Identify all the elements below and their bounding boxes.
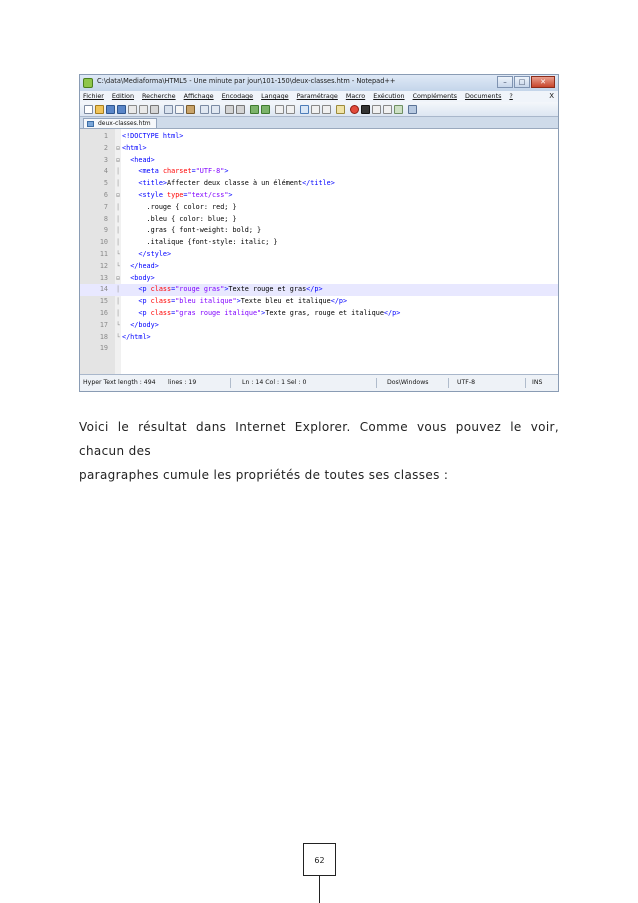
code-text: <title>Affecter deux classe à un élément</title>: [138, 179, 335, 188]
indent-guide-icon[interactable]: [322, 105, 331, 114]
file-icon: [87, 121, 94, 127]
status-bar: [80, 374, 558, 391]
code-line[interactable]: [80, 320, 558, 332]
word-wrap-icon[interactable]: [300, 105, 309, 114]
menu-bar: [80, 91, 558, 102]
fold-toggle-icon[interactable]: ⊟: [116, 274, 120, 282]
line-number: 8: [103, 214, 108, 223]
spell-check-icon[interactable]: [408, 105, 417, 114]
status-lines: lines : 19: [168, 379, 197, 386]
maximize-button[interactable]: □: [514, 76, 530, 88]
fold-line-icon: │: [116, 298, 120, 306]
fold-line-icon: │: [116, 227, 120, 235]
replace-icon[interactable]: [236, 105, 245, 114]
fold-line-icon: │: [116, 215, 120, 223]
code-line[interactable]: [80, 190, 558, 202]
code-line[interactable]: [80, 296, 558, 308]
menu-affichage[interactable]: Affichage: [183, 92, 214, 100]
undo-icon[interactable]: [200, 105, 209, 114]
zoom-in-icon[interactable]: [250, 105, 259, 114]
close-all-icon[interactable]: [139, 105, 148, 114]
code-text: .bleu { color: blue; }: [122, 214, 237, 223]
status-encoding: UTF-8: [457, 379, 476, 386]
code-line[interactable]: [80, 166, 558, 178]
show-all-chars-icon[interactable]: [311, 105, 320, 114]
menu-edition[interactable]: Edition: [111, 92, 135, 100]
menu-execution[interactable]: Exécution: [373, 92, 405, 100]
code-line[interactable]: [80, 273, 558, 285]
code-text: </head>: [130, 261, 159, 270]
line-number: 6: [103, 191, 108, 199]
stop-macro-icon[interactable]: [361, 105, 370, 114]
line-number: 18: [99, 332, 108, 341]
status-length: Hyper Text length : 494: [83, 379, 156, 386]
line-number: 5: [103, 179, 108, 188]
code-text: <p class="bleu italique">Texte bleu et italique</p>: [138, 297, 348, 306]
notepadpp-screenshot: [79, 74, 559, 392]
fold-line-icon: └: [116, 262, 120, 270]
status-mode: INS: [532, 379, 543, 386]
body-paragraph: [79, 415, 559, 487]
menu-help[interactable]: ?: [509, 92, 513, 100]
fold-line-icon: │: [116, 180, 120, 188]
redo-icon[interactable]: [211, 105, 220, 114]
fold-toggle-icon[interactable]: ⊟: [116, 144, 120, 152]
menu-macro[interactable]: Macro: [345, 92, 366, 100]
fold-line-icon: └: [116, 321, 120, 329]
code-text: </style>: [138, 250, 172, 258]
page-number-box: [303, 843, 336, 876]
save-all-icon[interactable]: [117, 105, 126, 114]
line-number: 14: [99, 285, 108, 294]
code-line[interactable]: [80, 143, 558, 155]
fold-toggle-icon[interactable]: ⊟: [116, 156, 120, 164]
line-number: 17: [99, 320, 108, 329]
record-macro-icon[interactable]: [350, 105, 359, 114]
run-macro-multiple-icon[interactable]: [383, 105, 392, 114]
code-line[interactable]: [80, 178, 558, 190]
line-number: 12: [99, 261, 108, 270]
fold-line-icon: │: [116, 239, 120, 247]
code-text: </body>: [130, 320, 159, 329]
fold-line-icon: └: [116, 251, 120, 258]
page-number-tick: [319, 876, 320, 903]
fold-line-icon: │: [116, 168, 120, 176]
print-icon[interactable]: [150, 105, 159, 114]
line-number: 3: [103, 155, 108, 164]
code-line[interactable]: [80, 225, 558, 237]
code-line[interactable]: [80, 261, 558, 273]
open-folder-icon[interactable]: [95, 105, 104, 114]
cut-icon[interactable]: [164, 105, 173, 114]
menu-recherche[interactable]: Recherche: [142, 92, 176, 100]
fold-line-icon: │: [116, 310, 120, 317]
code-text: .gras { font-weight: bold; }: [122, 226, 262, 235]
code-line[interactable]: [80, 155, 558, 167]
copy-icon[interactable]: [175, 105, 184, 114]
line-number: 7: [103, 202, 108, 211]
body-line-2: paragraphes cumule les propriétés de toutes ses classes :: [79, 468, 449, 482]
line-number: 10: [99, 238, 108, 247]
menu-encodage[interactable]: Encodage: [221, 92, 254, 100]
code-text: <style type="text/css">: [138, 191, 233, 199]
code-text: <head>: [130, 155, 155, 164]
close-document-button[interactable]: X: [549, 92, 554, 100]
code-text: <!DOCTYPE html>: [122, 132, 184, 140]
code-line[interactable]: [80, 131, 558, 143]
line-number: 11: [99, 250, 108, 258]
new-file-icon[interactable]: [84, 105, 93, 114]
tab-bar: [80, 117, 558, 128]
minimize-button[interactable]: –: [497, 76, 513, 88]
zoom-out-icon[interactable]: [261, 105, 270, 114]
menu-documents[interactable]: Documents: [464, 92, 502, 100]
find-icon[interactable]: [225, 105, 234, 114]
notepadpp-app-icon: [83, 78, 93, 88]
save-macro-icon[interactable]: [394, 105, 403, 114]
menu-langage[interactable]: Langage: [261, 92, 289, 100]
code-line[interactable]: [80, 308, 558, 320]
code-text: <p class="rouge gras">Texte rouge et gras</p>: [138, 285, 323, 294]
tab-label: deux-classes.htm: [98, 120, 151, 127]
close-file-icon[interactable]: [128, 105, 137, 114]
code-editor[interactable]: [80, 128, 558, 375]
line-number: 9: [103, 226, 108, 235]
window-title: C:\data\Mediaforma\HTML5 - Une minute par jour\101-150\deux-classes.htm - Notepad++: [97, 77, 396, 85]
tab-deux-classes[interactable]: [83, 118, 157, 128]
line-number: 16: [99, 309, 108, 317]
body-line-1: Voici le résultat dans Internet Explorer. Comme vous pouvez le voir, chacun des: [79, 420, 559, 458]
menu-parametrage[interactable]: Paramétrage: [296, 92, 338, 100]
fold-line-icon: └: [116, 333, 120, 341]
code-line[interactable]: [80, 343, 558, 355]
code-line[interactable]: [80, 332, 558, 344]
line-number: 19: [99, 344, 108, 353]
title-bar: [80, 75, 558, 91]
line-number: 13: [99, 273, 108, 282]
page-number: 62: [314, 856, 325, 865]
code-text: </html>: [122, 332, 151, 341]
menu-fichier[interactable]: Fichier: [83, 92, 104, 100]
paste-icon[interactable]: [186, 105, 195, 114]
sync-vertical-icon[interactable]: [275, 105, 284, 114]
menu-complements[interactable]: Compléments: [412, 92, 457, 100]
line-number: 4: [103, 167, 108, 176]
toolbar: [80, 102, 558, 117]
code-text: .italique {font-style: italic; }: [122, 238, 278, 247]
code-text: <meta charset="UTF-8">: [138, 167, 229, 176]
line-number: 15: [99, 297, 108, 306]
close-button[interactable]: ✕: [531, 76, 555, 88]
user-lang-icon[interactable]: [336, 105, 345, 114]
code-line[interactable]: [80, 249, 558, 261]
code-line[interactable]: [80, 202, 558, 214]
code-line[interactable]: [80, 237, 558, 249]
code-line[interactable]: [80, 284, 558, 296]
code-line[interactable]: [80, 214, 558, 226]
line-number: 1: [103, 132, 108, 140]
status-position: Ln : 14 Col : 1 Sel : 0: [242, 379, 307, 386]
sync-horizontal-icon[interactable]: [286, 105, 295, 114]
status-eol: Dos\Windows: [387, 379, 429, 386]
code-text: .rouge { color: red; }: [122, 202, 237, 211]
code-text: <p class="gras rouge italique">Texte gras, rouge et italique</p>: [138, 309, 401, 317]
line-number: 2: [103, 143, 108, 152]
fold-toggle-icon[interactable]: ⊟: [116, 192, 120, 199]
play-macro-icon[interactable]: [372, 105, 381, 114]
fold-line-icon: │: [116, 286, 120, 294]
save-icon[interactable]: [106, 105, 115, 114]
code-text: <body>: [130, 273, 155, 282]
code-text: <html>: [122, 143, 147, 152]
fold-line-icon: │: [116, 203, 120, 211]
